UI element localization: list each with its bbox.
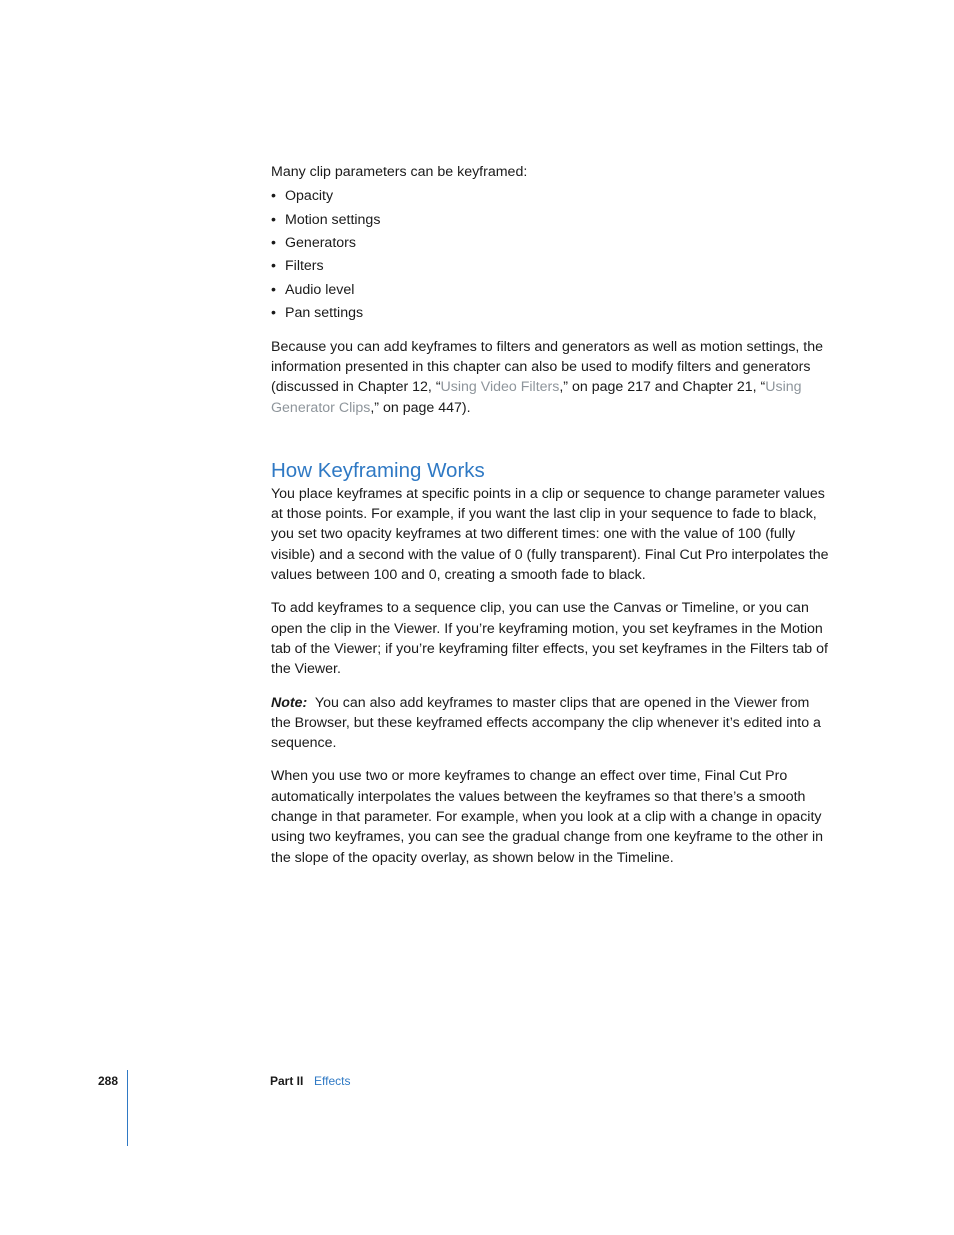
note-label: Note: <box>271 694 308 711</box>
section-heading: How Keyframing Works <box>271 458 485 482</box>
page-content <box>271 162 831 868</box>
paragraph-text: ,” on page 217 and Chapter 21, “ <box>559 379 766 396</box>
intro-text: Many clip parameters can be keyframed: <box>271 164 528 180</box>
bullet-icon: • <box>271 305 276 322</box>
list-item <box>271 232 831 255</box>
add-keyframes-paragraph: To add keyframes to a sequence clip, you can use the Canvas or Timeline, or you can open the clip in the Viewer. If you’re keyframing motion, you set keyframes in the Motion tab of the Viewer; if you’re keyframing filter effects, you set keyframes in the Filters tab of the Viewer. <box>271 600 828 678</box>
paragraph-text: ,” on page 447). <box>370 399 471 416</box>
bullet-icon: • <box>271 188 276 205</box>
list-item <box>271 302 831 325</box>
bullet-icon: • <box>271 281 276 298</box>
list-item-label: Generators <box>285 235 356 252</box>
list-item <box>271 279 831 302</box>
page-footer <box>0 1072 954 1092</box>
note-paragraph <box>271 693 831 754</box>
page-number: 288 <box>98 1074 119 1088</box>
list-item <box>271 209 831 232</box>
interpolation-paragraph: When you use two or more keyframes to change an effect over time, Final Cut Pro automatically interpolates the values between the keyframes so that there’s a smooth change in that parameter. For example, when you look at a clip with a change in opacity using two keyframes, you can see the gradual change from one keyframe to the other in the slope of the opacity overlay, as shown below in the Timeline. <box>271 768 824 866</box>
list-item-label: Audio level <box>285 281 355 298</box>
paragraph-text: Because you can add keyframes to filters and generators as well as motion settings, the information presented in this chapter can also be used to modify filters and generators (discussed in Chapter 12, “ <box>271 338 824 396</box>
bullet-icon: • <box>271 235 276 252</box>
list-item <box>271 185 831 208</box>
list-item <box>271 255 831 278</box>
bullet-icon: • <box>271 258 276 275</box>
bullet-icon: • <box>271 211 276 228</box>
note-text: You can also add keyframes to master clips that are opened in the Viewer from the Browser, but these keyframed effects accompany the clip whenever it’s edited into a sequence. <box>271 694 821 752</box>
filters-generators-paragraph <box>271 337 831 418</box>
using-generator-clips-link[interactable]: Using Generator Clips <box>271 379 802 416</box>
list-item-label: Motion settings <box>285 211 381 228</box>
keyframe-placement-paragraph: You place keyframes at specific points in a clip or sequence to change parameter values at those points. For example, if you want the last clip in your sequence to fade to black, you set two opacity keyframes at two different times: one with the value of 100 (fully visible) and a second with the value of 0 (fully transparent). Final Cut Pro interpolates the values between 100 and 0, creating a smooth fade to black. <box>271 485 829 584</box>
list-item-label: Filters <box>285 258 324 275</box>
list-item-label: Pan settings <box>285 305 364 322</box>
part-label: Part II <box>270 1074 304 1088</box>
part-title-link[interactable]: Effects <box>314 1074 351 1088</box>
using-video-filters-link[interactable]: Using Video Filters <box>440 379 560 396</box>
list-item-label: Opacity <box>285 188 334 205</box>
keyframe-parameter-list <box>271 185 831 325</box>
